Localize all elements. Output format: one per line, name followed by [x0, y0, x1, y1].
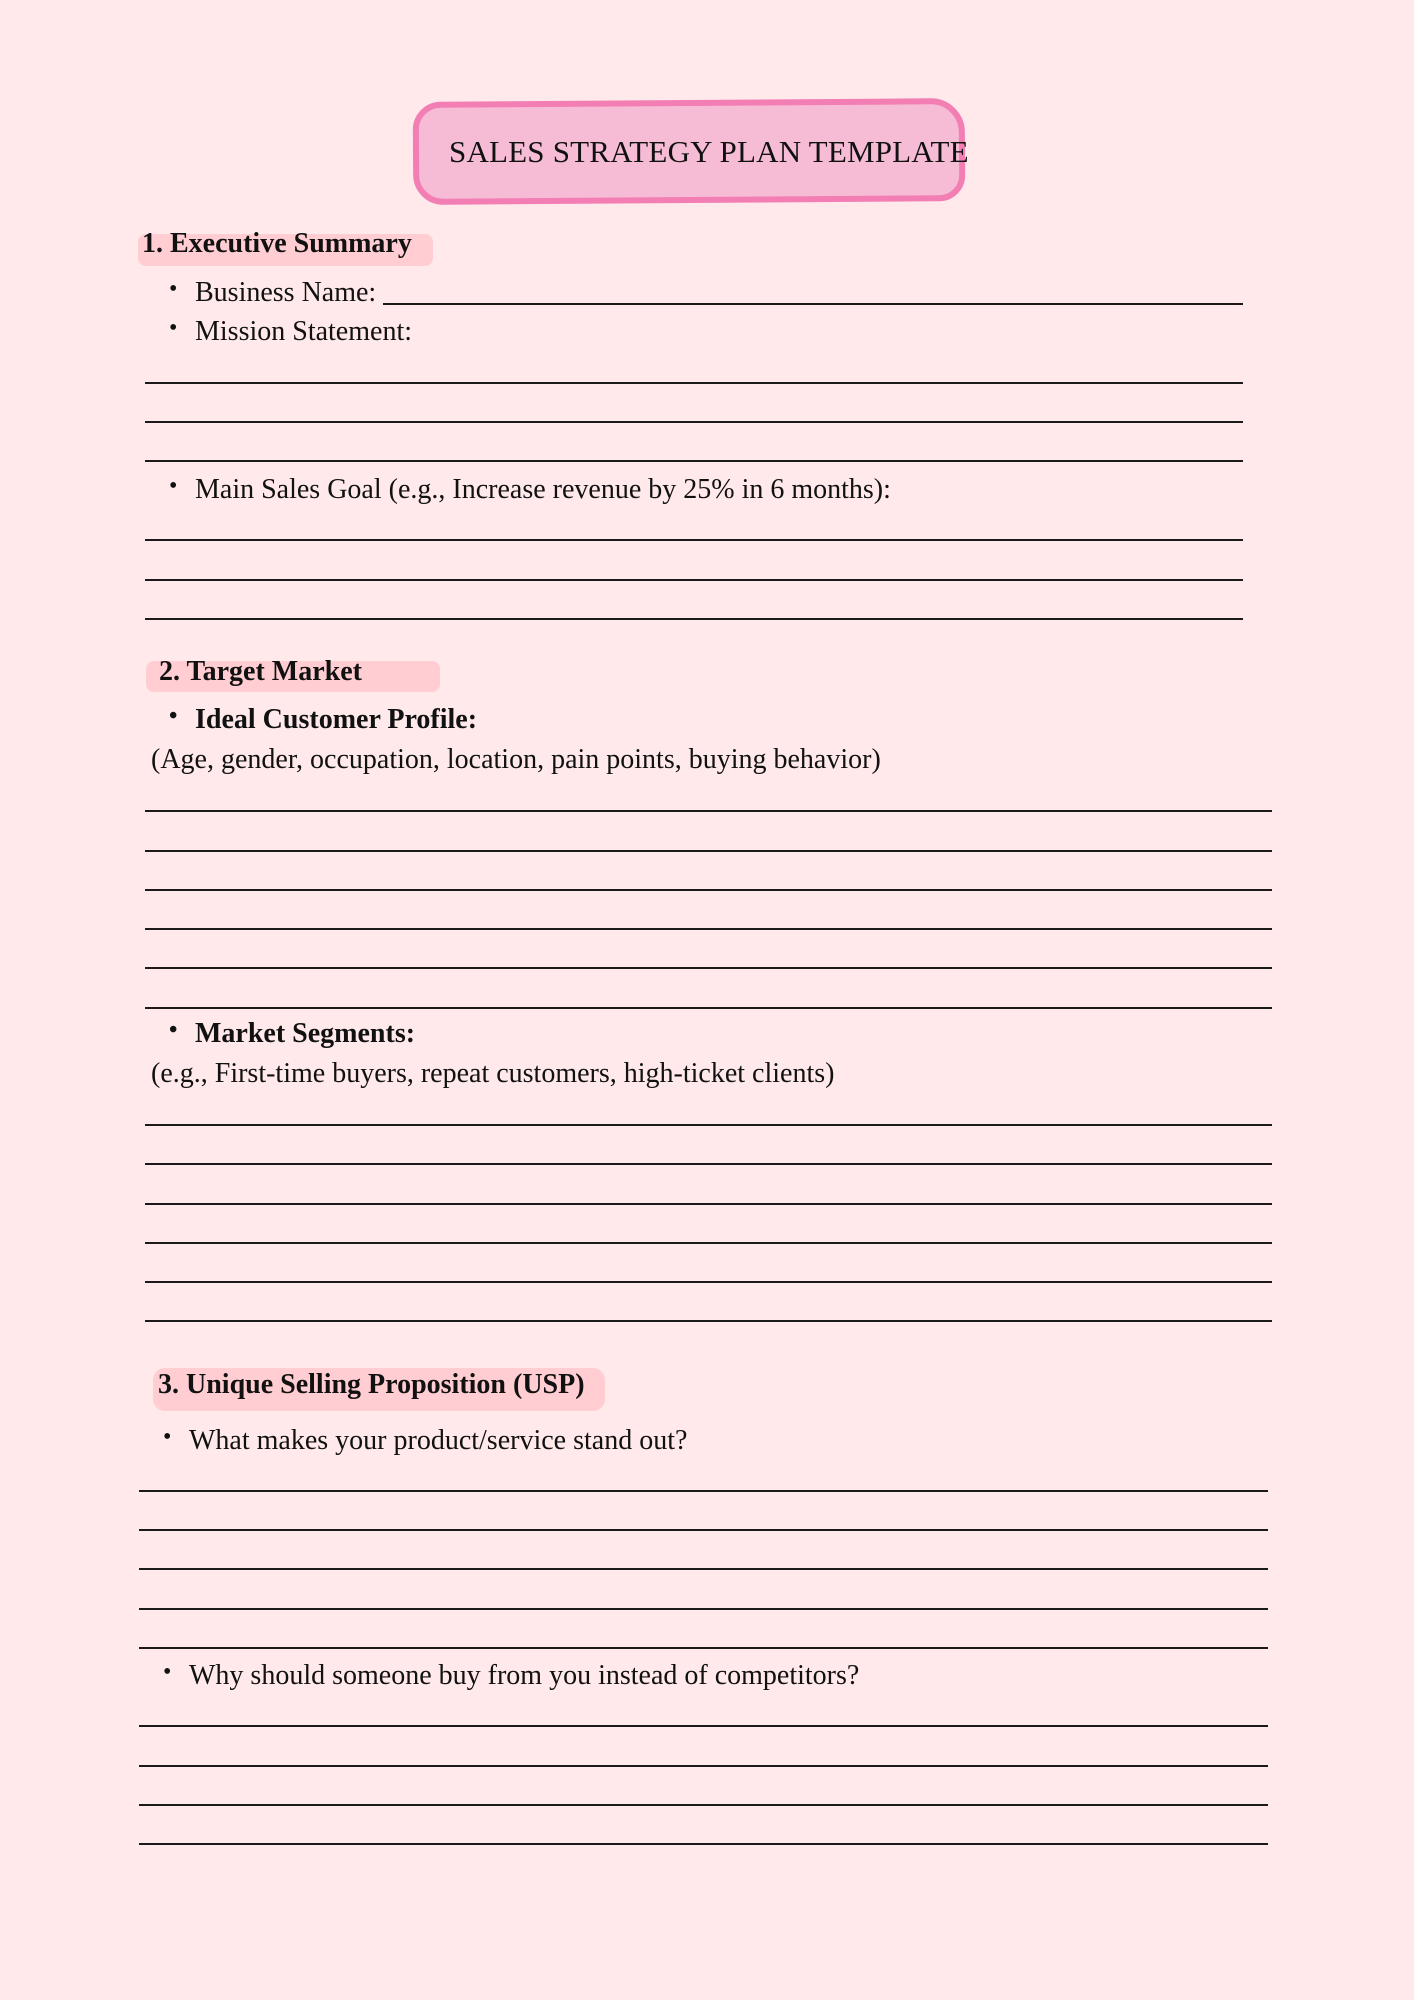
standout-field-line[interactable]: [139, 1529, 1268, 1531]
sales-goal-field-line[interactable]: [145, 539, 1243, 541]
standout-field-line[interactable]: [139, 1490, 1268, 1492]
section-3-heading: 3. Unique Selling Proposition (USP): [158, 1369, 585, 1400]
segments-field-line[interactable]: [145, 1281, 1272, 1283]
standout-field-line[interactable]: [139, 1568, 1268, 1570]
sales-goal-label: • Main Sales Goal (e.g., Increase revenue by 25% in 6 months):: [195, 474, 891, 506]
standout-field-line[interactable]: [139, 1608, 1268, 1610]
icp-field-line[interactable]: [145, 1007, 1272, 1009]
mission-field-line[interactable]: [145, 460, 1243, 462]
icp-field-line[interactable]: [145, 889, 1272, 891]
market-segments-note: (e.g., First-time buyers, repeat customers, high-ticket clients): [151, 1058, 835, 1089]
icp-field-line[interactable]: [145, 810, 1272, 812]
icp-field-line[interactable]: [145, 850, 1272, 852]
business-name-field[interactable]: [383, 303, 1243, 305]
sales-goal-field-line[interactable]: [145, 579, 1243, 581]
standout-field-line[interactable]: [139, 1647, 1268, 1649]
mission-statement-label: • Mission Statement:: [195, 316, 412, 348]
page-title: SALES STRATEGY PLAN TEMPLATE: [449, 134, 969, 169]
sales-goal-field-line[interactable]: [145, 618, 1243, 620]
segments-field-line[interactable]: [145, 1124, 1272, 1126]
why-buy-field-line[interactable]: [139, 1765, 1268, 1767]
why-buy-field-line[interactable]: [139, 1804, 1268, 1806]
icp-field-line[interactable]: [145, 967, 1272, 969]
segments-field-line[interactable]: [145, 1203, 1272, 1205]
icp-field-line[interactable]: [145, 928, 1272, 930]
why-buy-field-line[interactable]: [139, 1725, 1268, 1727]
segments-field-line[interactable]: [145, 1163, 1272, 1165]
why-buy-field-line[interactable]: [139, 1843, 1268, 1845]
section-1-heading: 1. Executive Summary: [142, 228, 412, 259]
why-buy-label: • Why should someone buy from you instead of competitors?: [189, 1660, 859, 1692]
market-segments-label: • Market Segments:: [195, 1018, 415, 1050]
section-2-heading: 2. Target Market: [159, 656, 362, 687]
ideal-customer-profile-note: (Age, gender, occupation, location, pain points, buying behavior): [151, 744, 881, 775]
business-name-label: • Business Name:: [195, 277, 376, 309]
mission-field-line[interactable]: [145, 421, 1243, 423]
mission-field-line[interactable]: [145, 382, 1243, 384]
standout-label: • What makes your product/service stand out?: [189, 1425, 687, 1457]
ideal-customer-profile-label: • Ideal Customer Profile:: [195, 704, 477, 736]
segments-field-line[interactable]: [145, 1320, 1272, 1322]
segments-field-line[interactable]: [145, 1242, 1272, 1244]
